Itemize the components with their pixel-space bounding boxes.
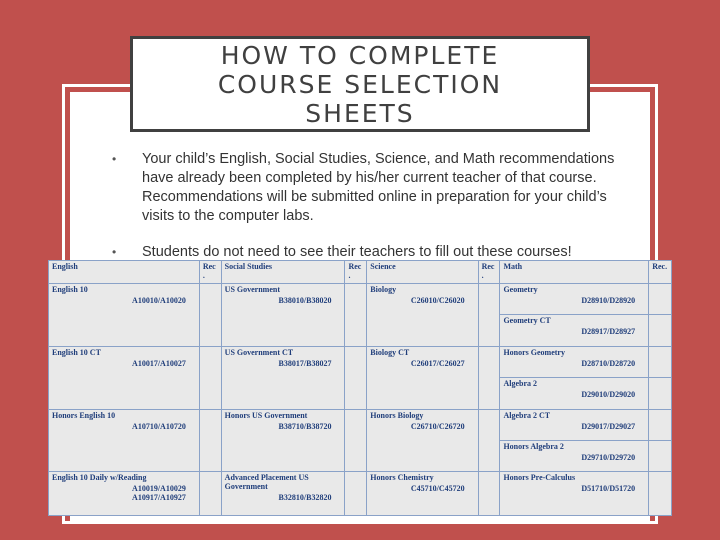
table-row [49, 346, 672, 377]
social-studies-cell: Honors US Government B38710/B38720 [221, 409, 345, 472]
rec-cell[interactable] [199, 284, 221, 347]
table-row [49, 472, 672, 516]
rec-cell[interactable] [199, 472, 221, 516]
rec-cell[interactable] [345, 472, 367, 516]
course-selection-table [48, 260, 672, 516]
math-cell: Algebra 2 CT D29017/D29027 [500, 409, 649, 440]
table-row [49, 409, 672, 440]
bullet-marker: • [112, 245, 117, 259]
header-social-studies: Social Studies [221, 261, 345, 284]
math-cell: Geometry D28910/D28920 [500, 284, 649, 315]
social-studies-cell: US Government B38010/B38020 [221, 284, 345, 347]
english-cell: English 10 Daily w/Reading A10019/A10029 A10917/A10927 [49, 472, 200, 516]
rec-cell[interactable] [199, 409, 221, 472]
rec-cell[interactable] [199, 346, 221, 409]
science-cell: Biology CT C26017/C26027 [367, 346, 478, 409]
science-cell: Honors Biology C26710/C26720 [367, 409, 478, 472]
header-rec: Rec . [199, 261, 221, 284]
math-cell: Honors Pre-Calculus D51710/D51720 [500, 472, 649, 516]
rec-cell[interactable] [649, 440, 672, 471]
math-cell: Geometry CT D28917/D28927 [500, 315, 649, 346]
header-rec: Rec . [478, 261, 500, 284]
rec-cell[interactable] [649, 346, 672, 377]
science-cell: Biology C26010/C26020 [367, 284, 478, 347]
bullet-text: Your child’s English, Social Studies, Science, and Math recommendations have already been completed by his/her current teacher of that course. Recommendations will be submitted online in preparation for your child’s visits to the computer labs. [142, 151, 615, 224]
rec-cell[interactable] [478, 346, 500, 409]
english-cell: Honors English 10 A10710/A10720 [49, 409, 200, 472]
header-science: Science [367, 261, 478, 284]
slide-title: HOW TO COMPLETE COURSE SELECTION SHEETS [217, 40, 503, 128]
bullet-text: Students do not need to see their teachers to fill out these courses! [142, 244, 572, 260]
science-cell: Honors Chemistry C45710/C45720 [367, 472, 478, 516]
social-studies-cell: US Government CT B38017/B38027 [221, 346, 345, 409]
table-header-row [49, 261, 672, 284]
header-english: English [49, 261, 200, 284]
header-math: Math [500, 261, 649, 284]
social-studies-cell: Advanced Placement US Government B32810/B32820 [221, 472, 345, 516]
rec-cell[interactable] [478, 409, 500, 472]
rec-cell[interactable] [649, 378, 672, 409]
bullet-item [112, 150, 632, 226]
english-cell: English 10 A10010/A10020 [49, 284, 200, 347]
rec-cell[interactable] [345, 409, 367, 472]
title-box [130, 36, 590, 132]
english-cell: English 10 CT A10017/A10027 [49, 346, 200, 409]
header-rec: Rec. [649, 261, 672, 284]
rec-cell[interactable] [649, 409, 672, 440]
rec-cell[interactable] [478, 472, 500, 516]
rec-cell[interactable] [478, 284, 500, 347]
rec-cell[interactable] [649, 315, 672, 346]
rec-cell[interactable] [345, 284, 367, 347]
rec-cell[interactable] [649, 472, 672, 516]
rec-cell[interactable] [345, 346, 367, 409]
header-rec: Rec . [345, 261, 367, 284]
table-row [49, 284, 672, 315]
bullet-marker: • [112, 152, 117, 166]
math-cell: Honors Geometry D28710/D28720 [500, 346, 649, 377]
math-cell: Algebra 2 D29010/D29020 [500, 378, 649, 409]
math-cell: Honors Algebra 2 D29710/D29720 [500, 440, 649, 471]
rec-cell[interactable] [649, 284, 672, 315]
